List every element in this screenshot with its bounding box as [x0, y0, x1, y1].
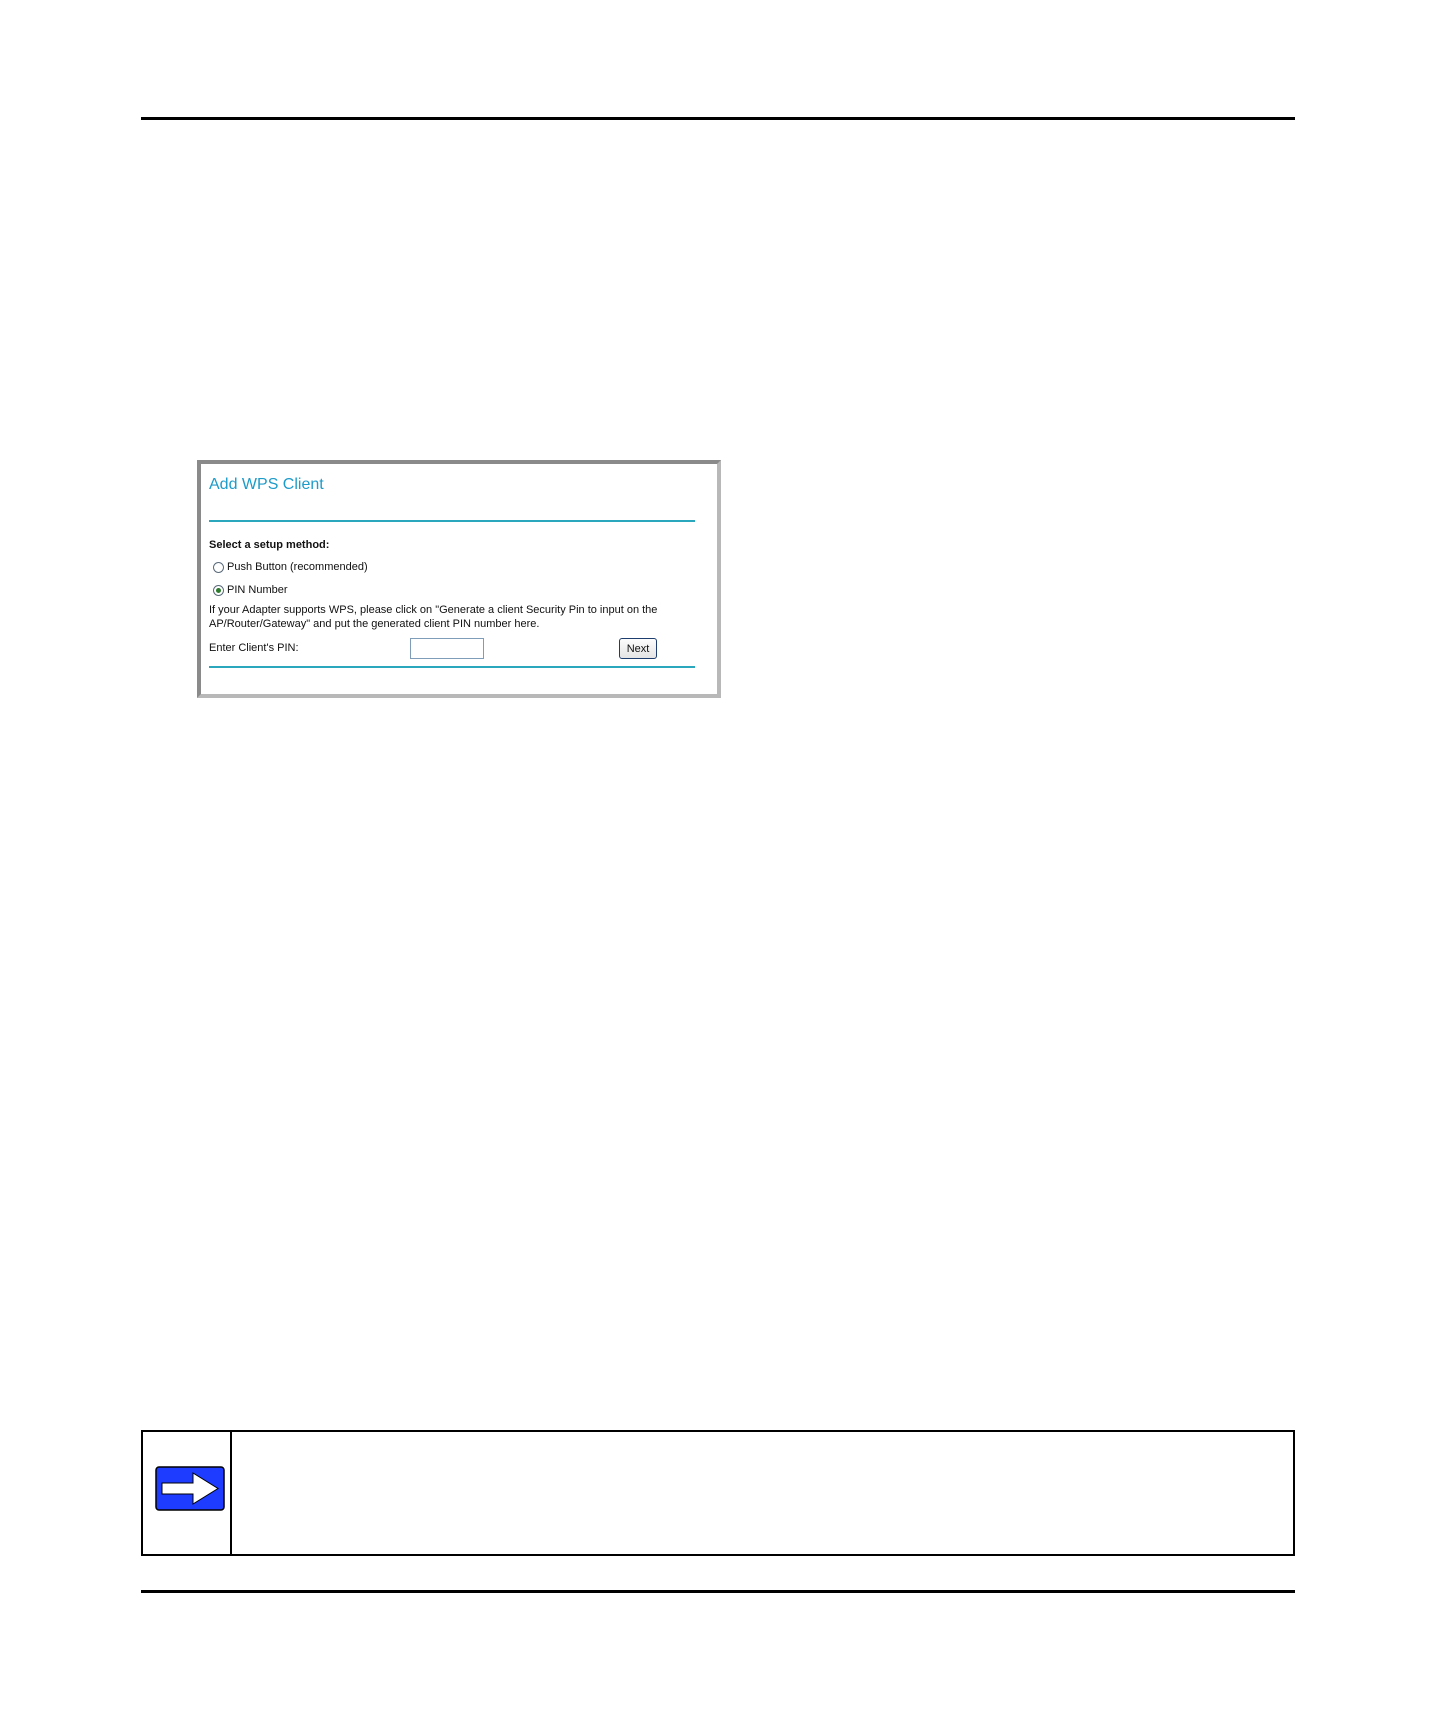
- pin-number-radio[interactable]: [213, 585, 224, 596]
- panel-title: Add WPS Client: [209, 476, 324, 493]
- note-box: [141, 1430, 1295, 1556]
- panel-divider-top: [209, 520, 695, 522]
- next-button[interactable]: Next: [619, 638, 657, 659]
- push-button-label: Push Button (recommended): [227, 561, 368, 573]
- client-pin-input[interactable]: [410, 638, 484, 659]
- setup-method-label: Select a setup method:: [209, 539, 330, 551]
- note-divider: [230, 1432, 232, 1554]
- client-pin-label: Enter Client's PIN:: [209, 642, 299, 654]
- wps-instructions: If your Adapter supports WPS, please click on "Generate a client Security Pin to input on the AP/Router/Gateway" and put the generated client PIN number here.: [209, 604, 658, 630]
- push-button-radio[interactable]: [213, 562, 224, 573]
- footer-rule: [141, 1590, 1295, 1593]
- push-button-option[interactable]: [213, 561, 368, 573]
- pin-number-label: PIN Number: [227, 584, 288, 596]
- right-arrow-icon: [155, 1466, 225, 1511]
- pin-number-option[interactable]: [213, 584, 288, 596]
- panel-divider-bottom: [209, 666, 695, 668]
- add-wps-client-panel: [197, 460, 721, 698]
- header-rule: [141, 117, 1295, 120]
